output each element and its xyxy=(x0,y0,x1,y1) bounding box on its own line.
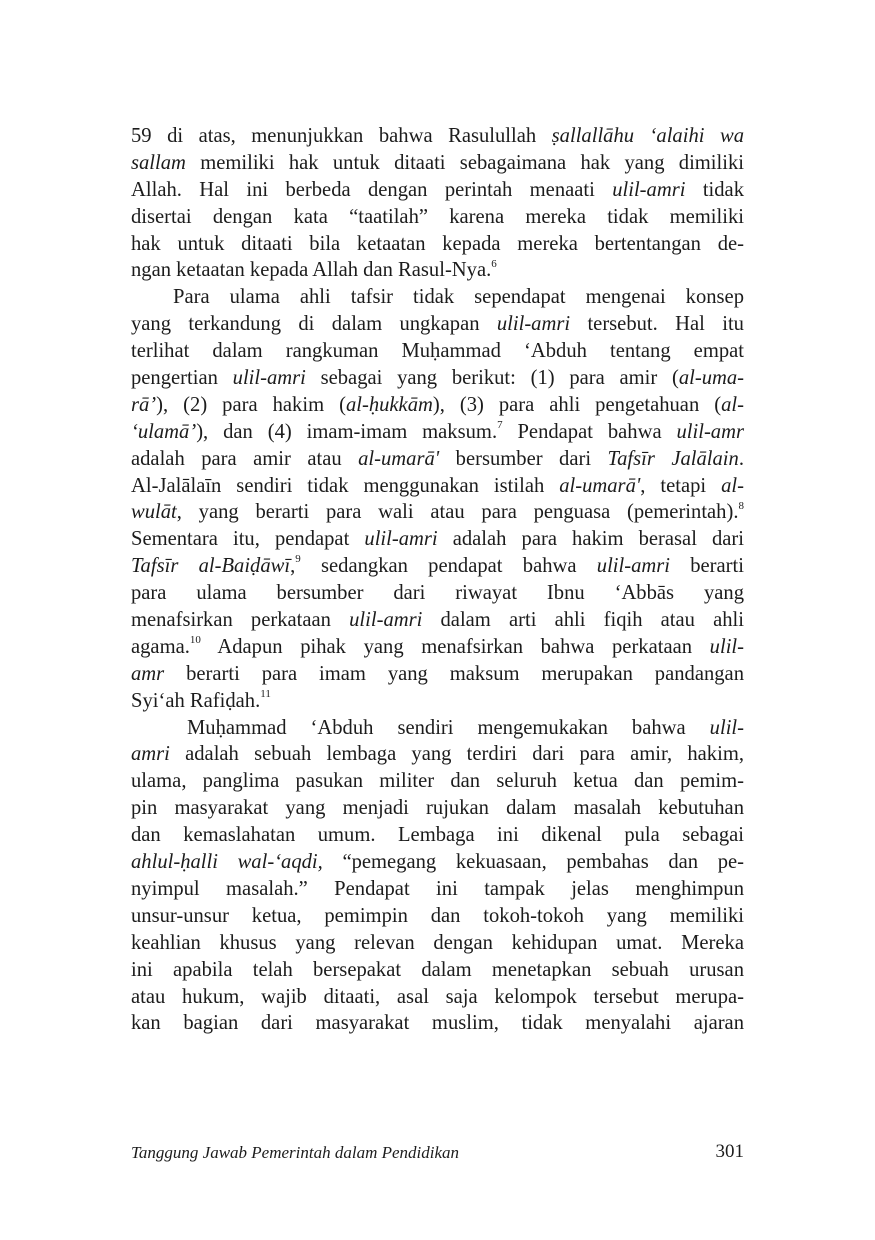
text-run: adalah para hakim berasal dari xyxy=(437,528,745,551)
text-line xyxy=(131,419,744,446)
italic-term: sallam xyxy=(131,151,186,174)
text-run: para ulama bersumber dari riwayat Ibnu ‘Abbās yang xyxy=(131,582,744,605)
text-line xyxy=(131,715,744,742)
text-run: dalam arti ahli fiqih atau ahli xyxy=(422,609,744,632)
italic-term: ṣallallāhu ‘alaihi wa xyxy=(551,125,744,147)
italic-term: al-umarā' xyxy=(559,474,641,497)
text-run: sedangkan pendapat bahwa xyxy=(300,555,597,578)
text-run: Allah. Hal ini berbeda dengan perintah menaati xyxy=(131,178,613,201)
text-run: tersebut. Hal itu xyxy=(570,313,744,336)
text-run: adalah sebuah lembaga yang terdiri dari para amir, hakim, xyxy=(169,743,744,766)
body-text xyxy=(131,123,744,1037)
text-line xyxy=(131,177,744,204)
footnote-marker: 8 xyxy=(738,499,744,512)
text-run: Para ulama ahli tafsir tidak sependapat mengenai konsep xyxy=(173,286,744,309)
text-run: ), (2) para hakim ( xyxy=(156,393,346,416)
text-run: disertai dengan kata “taatilah” karena mereka tidak memiliki xyxy=(131,205,744,228)
text-run: pengertian xyxy=(131,367,233,390)
footnote-marker: 9 xyxy=(295,553,301,566)
italic-term: amr xyxy=(131,662,165,685)
text-line xyxy=(131,392,744,419)
text-run: menafsirkan perkataan xyxy=(131,609,350,632)
text-line xyxy=(131,499,744,526)
text-line xyxy=(131,876,744,903)
italic-term: ulil-amri xyxy=(349,609,423,632)
text-run: atau hukum, wajib ditaati, asal saja kelompok tersebut merupa- xyxy=(131,985,744,1008)
text-line xyxy=(131,526,744,553)
italic-term: ulil-amri xyxy=(496,313,571,336)
text-run: kan bagian dari masyarakat muslim, tidak menyalahi ajaran xyxy=(131,1012,744,1035)
footnote-marker: 10 xyxy=(189,634,201,647)
text-run: tidak xyxy=(685,178,744,201)
text-line xyxy=(131,607,744,634)
text-run: 59 di atas, menunjukkan bahwa Rasulullah xyxy=(131,125,552,147)
text-run: berarti para imam yang maksum merupakan pandangan xyxy=(164,662,744,685)
italic-term: al- xyxy=(721,393,744,416)
text-line xyxy=(131,150,744,177)
italic-term: ahlul-ḥalli wal-‘aqdi, xyxy=(131,851,323,874)
italic-term: Tafsīr Jalālain xyxy=(607,447,739,470)
text-run: Muḥammad ‘Abduh sendiri mengemukakan bahwa xyxy=(187,716,710,739)
footnote-marker: 6 xyxy=(491,257,497,270)
text-line xyxy=(131,473,744,500)
footnote-marker: 7 xyxy=(497,418,503,431)
italic-term: Tafsīr al-Baiḍāwī xyxy=(131,555,291,578)
italic-term: al-umarā' xyxy=(358,447,440,470)
text-line xyxy=(131,984,744,1011)
text-line xyxy=(131,661,744,688)
italic-term: wulāt xyxy=(131,501,177,524)
text-line xyxy=(131,580,744,607)
text-run: bersumber dari xyxy=(439,447,608,470)
text-line xyxy=(131,957,744,984)
text-line xyxy=(131,446,744,473)
italic-term: ulil-amri xyxy=(612,178,686,201)
text-run: adalah para amir atau xyxy=(131,447,359,470)
text-line xyxy=(131,553,744,580)
text-line xyxy=(131,311,744,338)
text-run: dan kemaslahatan umum. Lembaga ini dikenal pula sebagai xyxy=(131,824,744,847)
text-run: Pendapat bahwa xyxy=(502,420,677,443)
text-run: ulama, panglima pasukan militer dan seluruh ketua dan pemim- xyxy=(131,770,744,793)
text-line xyxy=(131,930,744,957)
text-line xyxy=(131,204,744,231)
text-run: keahlian khusus yang relevan dengan kehidupan umat. Mereka xyxy=(131,931,744,954)
text-line xyxy=(131,284,744,311)
italic-term: amri xyxy=(131,743,170,766)
italic-term: ‘ulamā’ xyxy=(131,420,197,443)
text-run: . xyxy=(738,447,744,470)
text-run: , yang berarti para wali atau para penguasa (pemerintah). xyxy=(176,501,739,524)
text-line xyxy=(131,257,744,284)
text-run: , xyxy=(290,555,296,578)
text-run: hak untuk ditaati bila ketaatan kepada mereka bertentangan de- xyxy=(131,232,744,255)
text-line xyxy=(131,688,744,715)
italic-term: al-ḥukkām xyxy=(345,393,433,416)
text-run: yang terkandung di dalam ungkapan xyxy=(131,313,497,336)
running-footer-title: Tanggung Jawab Pemerintah dalam Pendidikan xyxy=(131,1143,460,1162)
italic-term: al- xyxy=(721,474,744,497)
italic-term: ulil-amri xyxy=(596,555,670,578)
text-line xyxy=(131,903,744,930)
text-line xyxy=(131,1010,744,1037)
text-run: pin masyarakat yang menjadi rujukan dalam masalah kebutuhan xyxy=(131,797,744,820)
text-run: nyimpul masalah.” Pendapat ini tampak jelas menghimpun xyxy=(131,877,744,900)
text-run: ), dan (4) imam-imam maksum. xyxy=(196,420,498,443)
text-line xyxy=(131,822,744,849)
text-line xyxy=(131,123,744,150)
text-line xyxy=(131,741,744,768)
text-run: Adapun pihak yang menafsirkan bahwa perkataan xyxy=(200,635,710,658)
italic-term: ulil-amri xyxy=(232,367,306,390)
page-number: 301 xyxy=(715,1141,744,1162)
italic-term: ulil-amr xyxy=(676,420,744,443)
text-run: sebagai yang berikut: (1) para amir ( xyxy=(305,367,679,390)
italic-term: al-uma- xyxy=(678,367,745,390)
text-line xyxy=(131,365,744,392)
text-line xyxy=(131,768,744,795)
text-line xyxy=(131,634,744,661)
text-run: , tetapi xyxy=(640,474,722,497)
text-run: Al-Jalālaīn sendiri tidak menggunakan istilah xyxy=(131,474,560,497)
footnote-marker: 11 xyxy=(260,687,271,700)
text-run: ini apabila telah bersepakat dalam menetapkan sebuah urusan xyxy=(131,958,744,981)
text-run: Syi‘ah Rafiḍah. xyxy=(131,689,261,712)
text-run: unsur-unsur ketua, pemimpin dan tokoh-tokoh yang memiliki xyxy=(131,904,744,927)
text-run: berarti xyxy=(670,555,744,578)
text-run: memiliki hak untuk ditaati sebagaimana hak yang dimiliki xyxy=(185,151,744,174)
text-line xyxy=(131,849,744,876)
italic-term: rā’ xyxy=(131,393,157,416)
text-run: ), (3) para ahli pengetahuan ( xyxy=(432,393,722,416)
text-run: terlihat dalam rangkuman Muḥammad ‘Abduh tentang empat xyxy=(131,340,744,363)
text-run: Sementara itu, pendapat xyxy=(131,528,365,551)
text-run: agama. xyxy=(131,635,190,658)
text-run: “pemegang kekuasaan, pembahas dan pe- xyxy=(322,851,744,874)
text-run: ngan ketaatan kepada Allah dan Rasul-Nya. xyxy=(131,259,492,282)
italic-term: ulil- xyxy=(709,716,744,739)
text-line xyxy=(131,231,744,258)
text-line xyxy=(131,338,744,365)
italic-term: ulil- xyxy=(709,635,744,658)
text-line xyxy=(131,795,744,822)
italic-term: ulil-amri xyxy=(364,528,438,551)
